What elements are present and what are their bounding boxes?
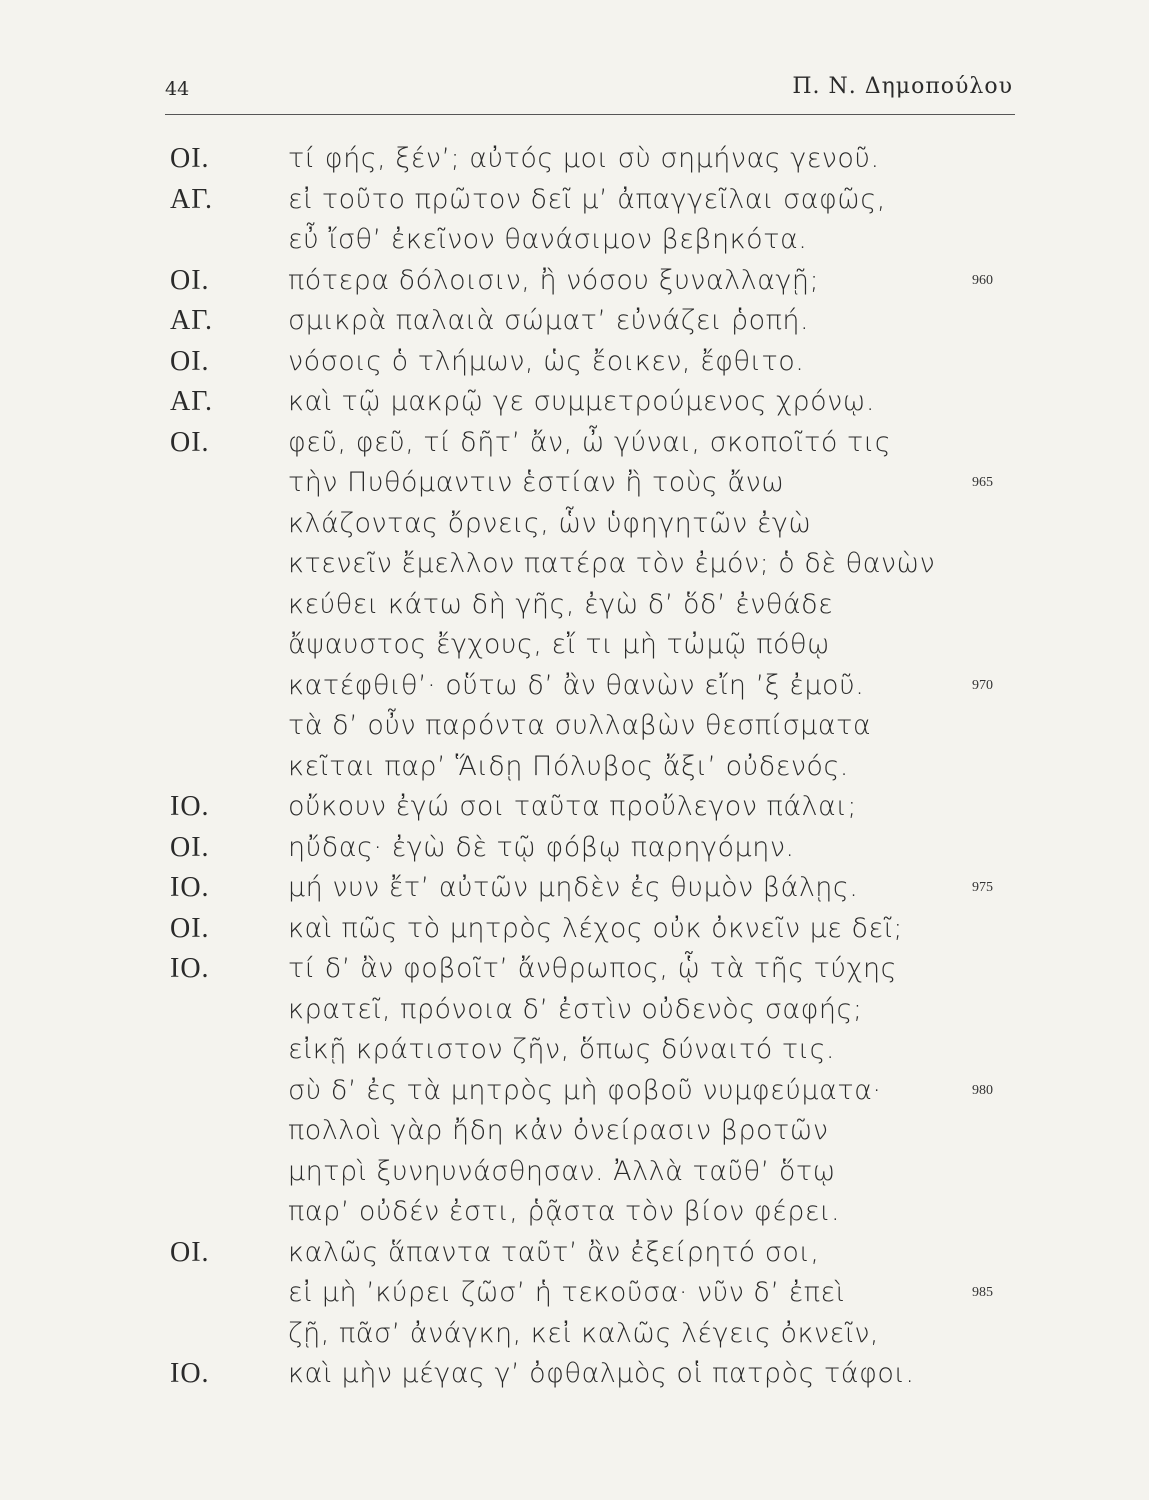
speaker-label: ΟΙ. bbox=[170, 345, 210, 377]
verse-text: μητρὶ ξυνηυνάσθησαν. Ἀλλὰ ταῦθ’ ὅτῳ bbox=[288, 1155, 836, 1187]
verse-text: κλάζοντας ὄρνεις, ὧν ὑφηγητῶν ἐγὼ bbox=[288, 507, 812, 539]
speaker-label: ΙΟ. bbox=[170, 872, 210, 903]
verse-line bbox=[0, 629, 1149, 673]
speaker-label: ΟΙ. bbox=[170, 264, 210, 296]
verse-line bbox=[0, 224, 1149, 268]
verse-text: κτενεῖν ἔμελλον πατέρα τὸν ἐμόν; ὁ δὲ θανὼν bbox=[288, 548, 936, 579]
verse-text: καὶ μὴν μέγας γ’ ὀφθαλμὸς οἱ πατρὸς τάφοι. bbox=[288, 1358, 915, 1389]
verse-text: καλῶς ἅπαντα ταῦτ’ ἂν ἐξείρητό σοι, bbox=[288, 1236, 820, 1268]
verse-line bbox=[0, 305, 1149, 349]
verse-text: κεύθει κάτω δὴ γῆς, ἐγὼ δ’ ὅδ’ ἐνθάδε bbox=[288, 588, 834, 620]
verse-line bbox=[0, 1196, 1149, 1240]
verse-text: ἄψαυστος ἔγχους, εἴ τι μὴ τὠμῷ πόθῳ bbox=[288, 629, 831, 660]
verse-text: οὔκουν ἐγώ σοι ταῦτα προὔλεγον πάλαι; bbox=[288, 791, 857, 822]
verse-line bbox=[0, 1318, 1149, 1362]
verse-line bbox=[0, 184, 1149, 228]
verse-text: κρατεῖ, πρόνοια δ’ ἐστὶν οὐδενὸς σαφής; bbox=[288, 993, 863, 1025]
speaker-label: ΙΟ. bbox=[170, 953, 210, 984]
verse-line bbox=[0, 427, 1149, 471]
verse-line bbox=[0, 994, 1149, 1038]
verse-line bbox=[0, 872, 1149, 916]
verse-line bbox=[0, 832, 1149, 876]
verse-line bbox=[0, 751, 1149, 795]
line-number: 960 bbox=[972, 272, 993, 288]
verse-text: πότερα δόλοισιν, ἢ νόσου ξυναλλαγῇ; bbox=[288, 264, 820, 296]
verse-line bbox=[0, 265, 1149, 309]
verse-line bbox=[0, 1034, 1149, 1078]
verse-line bbox=[0, 508, 1149, 552]
verse-text: παρ’ οὐδέν ἐστι, ῥᾷστα τὸν βίον φέρει. bbox=[288, 1196, 841, 1227]
verse-line bbox=[0, 1358, 1149, 1402]
verse-text: καὶ τῷ μακρῷ γε συμμετρούμενος χρόνῳ. bbox=[288, 386, 875, 417]
verse-line bbox=[0, 953, 1149, 997]
verse-text: τί φής, ξέν’; αὐτός μοι σὺ σημήνας γενοῦ. bbox=[288, 143, 880, 174]
verse-line bbox=[0, 1115, 1149, 1159]
verse-line bbox=[0, 791, 1149, 835]
verse-line bbox=[0, 1237, 1149, 1281]
verse-text: κατέφθιθ’· οὕτω δ’ ἂν θανὼν εἴη ’ξ ἐμοῦ. bbox=[288, 669, 865, 701]
verse-text: φεῦ, φεῦ, τί δῆτ’ ἄν, ὦ γύναι, σκοποῖτό τις bbox=[288, 426, 892, 458]
speaker-label: ΑΓ. bbox=[170, 305, 214, 336]
verse-line bbox=[0, 1075, 1149, 1119]
verse-line bbox=[0, 346, 1149, 390]
verse-text: εἰκῇ κράτιστον ζῆν, ὅπως δύναιτό τις. bbox=[288, 1034, 836, 1065]
verse-line bbox=[0, 467, 1149, 511]
verse-line bbox=[0, 548, 1149, 592]
verse-line bbox=[0, 670, 1149, 714]
verse-line bbox=[0, 710, 1149, 754]
verse-text: εὖ ἴσθ’ ἐκεῖνον θανάσιμον βεβηκότα. bbox=[288, 224, 808, 255]
verse-text: πολλοὶ γὰρ ἤδη κἀν ὀνείρασιν βροτῶν bbox=[288, 1115, 829, 1146]
speaker-label: ΟΙ. bbox=[170, 912, 210, 944]
speaker-label: ΟΙ. bbox=[170, 1236, 210, 1268]
verse-text: μή νυν ἔτ’ αὐτῶν μηδὲν ἐς θυμὸν βάλῃς. bbox=[288, 872, 859, 903]
speaker-label: ΟΙ. bbox=[170, 426, 210, 458]
speaker-label: ΙΟ. bbox=[170, 791, 210, 822]
verse-line bbox=[0, 1156, 1149, 1200]
speaker-label: ΙΟ. bbox=[170, 1358, 210, 1389]
line-number: 985 bbox=[972, 1285, 993, 1300]
speaker-label: ΑΓ. bbox=[170, 183, 214, 215]
page-header bbox=[165, 70, 1015, 115]
line-number: 975 bbox=[972, 880, 993, 895]
verse-text: ζῇ, πᾶσ’ ἀνάγκη, κεἰ καλῶς λέγεις ὀκνεῖν, bbox=[288, 1317, 880, 1349]
verse-text: εἰ μὴ ’κύρει ζῶσ’ ἡ τεκοῦσα· νῦν δ’ ἐπεὶ bbox=[288, 1277, 846, 1308]
verse-text: καὶ πῶς τὸ μητρὸς λέχος οὐκ ὀκνεῖν με δεῖ; bbox=[288, 912, 903, 944]
verse-text: τὰ δ’ οὖν παρόντα συλλαβὼν θεσπίσματα bbox=[288, 710, 872, 741]
verse-text: ηὔδας· ἐγὼ δὲ τῷ φόβῳ παρηγόμην. bbox=[288, 831, 795, 863]
speaker-label: ΑΓ. bbox=[170, 386, 214, 417]
page-number: 44 bbox=[165, 78, 190, 100]
speaker-label: ΟΙ. bbox=[170, 143, 210, 174]
verse-text: κεῖται παρ’ Ἅιδῃ Πόλυβος ἄξι’ οὐδενός. bbox=[288, 750, 849, 782]
verse-line bbox=[0, 913, 1149, 957]
running-title: Π. Ν. Δημοπούλου bbox=[792, 74, 1013, 99]
verse-text: εἰ τοῦτο πρῶτον δεῖ μ’ ἀπαγγεῖλαι σαφῶς, bbox=[288, 183, 886, 215]
verse-text: τί δ’ ἂν φοβοῖτ’ ἄνθρωπος, ᾧ τὰ τῆς τύχης bbox=[288, 953, 897, 984]
line-number: 980 bbox=[972, 1082, 993, 1098]
verse-line bbox=[0, 143, 1149, 187]
verse-text: τὴν Πυθόμαντιν ἑστίαν ἢ τοὺς ἄνω bbox=[288, 467, 785, 498]
verse-text: σμικρὰ παλαιὰ σώματ’ εὐνάζει ῥοπή. bbox=[288, 305, 810, 336]
line-number: 970 bbox=[972, 677, 993, 693]
verse-text: σὺ δ’ ἐς τὰ μητρὸς μὴ φοβοῦ νυμφεύματα· bbox=[288, 1074, 882, 1106]
verse-line bbox=[0, 1277, 1149, 1321]
line-number: 965 bbox=[972, 475, 993, 490]
verse-line bbox=[0, 386, 1149, 430]
verse-text: νόσοις ὁ τλήμων, ὡς ἔοικεν, ἔφθιτο. bbox=[288, 345, 805, 377]
speaker-label: ΟΙ. bbox=[170, 831, 210, 863]
verse-line bbox=[0, 589, 1149, 633]
